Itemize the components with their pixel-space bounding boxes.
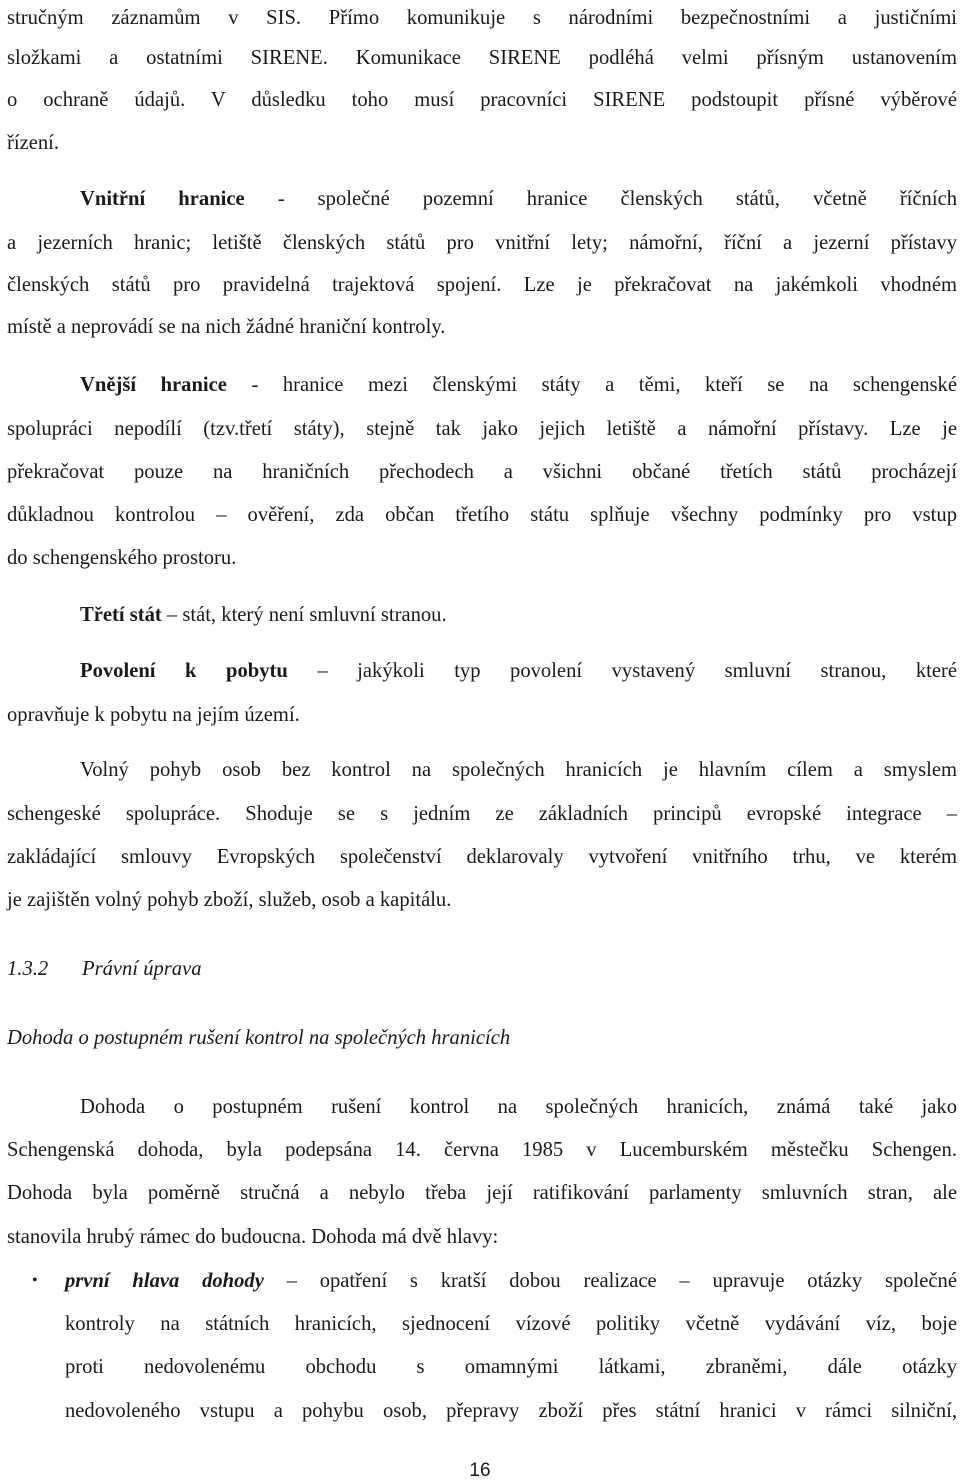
term-internal-borders: Vnitřní hranice bbox=[80, 188, 245, 210]
paragraph-line: členských států pro pravidelná trajektová spojení. Lze je překračovat na jakémkoli vhodném bbox=[7, 274, 957, 296]
term-external-borders: Vnější hranice bbox=[80, 374, 227, 396]
paragraph-line: je zajištěn volný pohyb zboží, služeb, osob a kapitálu. bbox=[7, 889, 452, 911]
paragraph-line: schengeské spolupráce. Shoduje se s jedním ze základních principů evropské integrace – bbox=[7, 803, 957, 825]
paragraph-line: Schengenská dohoda, byla podepsána 14. června 1985 v Lucemburském městečku Schengen. bbox=[7, 1139, 957, 1161]
paragraph-line: složkami a ostatními SIRENE. Komunikace SIRENE podléhá velmi přísným ustanovením bbox=[7, 47, 957, 69]
bullet-marker: • bbox=[32, 1272, 38, 1289]
section-number: 1.3.2 bbox=[7, 958, 49, 980]
paragraph-line: a jezerních hranic; letiště členských států pro vnitřní lety; námořní, říční a jezerní přístavy bbox=[7, 232, 957, 254]
definition-line: Třetí stát – stát, který není smluvní stranou. bbox=[80, 604, 447, 626]
list-item-line: první hlava dohody – opatření s kratší dobou realizace – upravuje otázky společné bbox=[65, 1270, 957, 1292]
paragraph-line: Dohoda o postupném rušení kontrol na společných hranicích, známá také jako bbox=[80, 1096, 957, 1118]
definition-line: Povolení k pobytu – jakýkoli typ povolení vystavený smluvní stranou, které bbox=[80, 660, 957, 682]
paragraph-line: zakládající smlouvy Evropských společenství deklarovaly vytvoření vnitřního trhu, ve kterém bbox=[7, 846, 957, 868]
paragraph-line: do schengenského prostoru. bbox=[7, 547, 237, 569]
bullet-term: první hlava dohody bbox=[65, 1270, 264, 1292]
paragraph-line: Volný pohyb osob bez kontrol na společných hranicích je hlavním cílem a smyslem bbox=[80, 759, 957, 781]
definition-line: Vnitřní hranice - společné pozemní hranice členských států, včetně říčních bbox=[80, 188, 958, 210]
subheading: Dohoda o postupném rušení kontrol na společných hranicích bbox=[7, 1027, 511, 1049]
paragraph-line: řízení. bbox=[7, 132, 60, 154]
definition-line: Vnější hranice - hranice mezi členskými státy a těmi, kteří se na schengenské bbox=[80, 374, 957, 396]
paragraph-line: opravňuje k pobytu na jejím území. bbox=[7, 704, 300, 726]
paragraph-line: překračovat pouze na hraničních přechodech a všichni občané třetích států procházejí bbox=[7, 461, 957, 483]
term-third-country: Třetí stát bbox=[80, 604, 162, 626]
page-number: 16 bbox=[469, 1460, 491, 1481]
paragraph-line: stanovila hrubý rámec do budoucna. Dohoda má dvě hlavy: bbox=[7, 1226, 499, 1248]
section-title: Právní úprava bbox=[82, 958, 202, 980]
paragraph-line: spolupráci nepodílí (tzv.třetí státy), stejně tak jako jejich letiště a námořní přístavy. Lze je bbox=[7, 418, 957, 440]
paragraph-line: stručným záznamům v SIS. Přímo komunikuje s národními bezpečnostními a justičními bbox=[7, 7, 957, 29]
list-item-line: nedovoleného vstupu a pohybu osob, přepravy zboží přes státní hranici v rámci silniční, bbox=[65, 1400, 957, 1422]
list-item-line: proti nedovolenému obchodu s omamnými látkami, zbraněmi, dále otázky bbox=[65, 1356, 957, 1378]
term-residence-permit: Povolení k pobytu bbox=[80, 660, 288, 682]
paragraph-line: o ochraně údajů. V důsledku toho musí pracovníci SIRENE podstoupit přísné výběrové bbox=[7, 89, 957, 111]
list-item-line: kontroly na státních hranicích, sjednocení vízové politiky včetně vydávání víz, boje bbox=[65, 1313, 957, 1335]
paragraph-line: důkladnou kontrolou – ověření, zda občan třetího státu splňuje všechny podmínky pro vstup bbox=[7, 504, 957, 526]
paragraph-line: místě a neprovádí se na nich žádné hraniční kontroly. bbox=[7, 316, 446, 338]
paragraph-line: Dohoda byla poměrně stručná a nebylo třeba její ratifikování parlamenty smluvních stran, ale bbox=[7, 1182, 957, 1204]
